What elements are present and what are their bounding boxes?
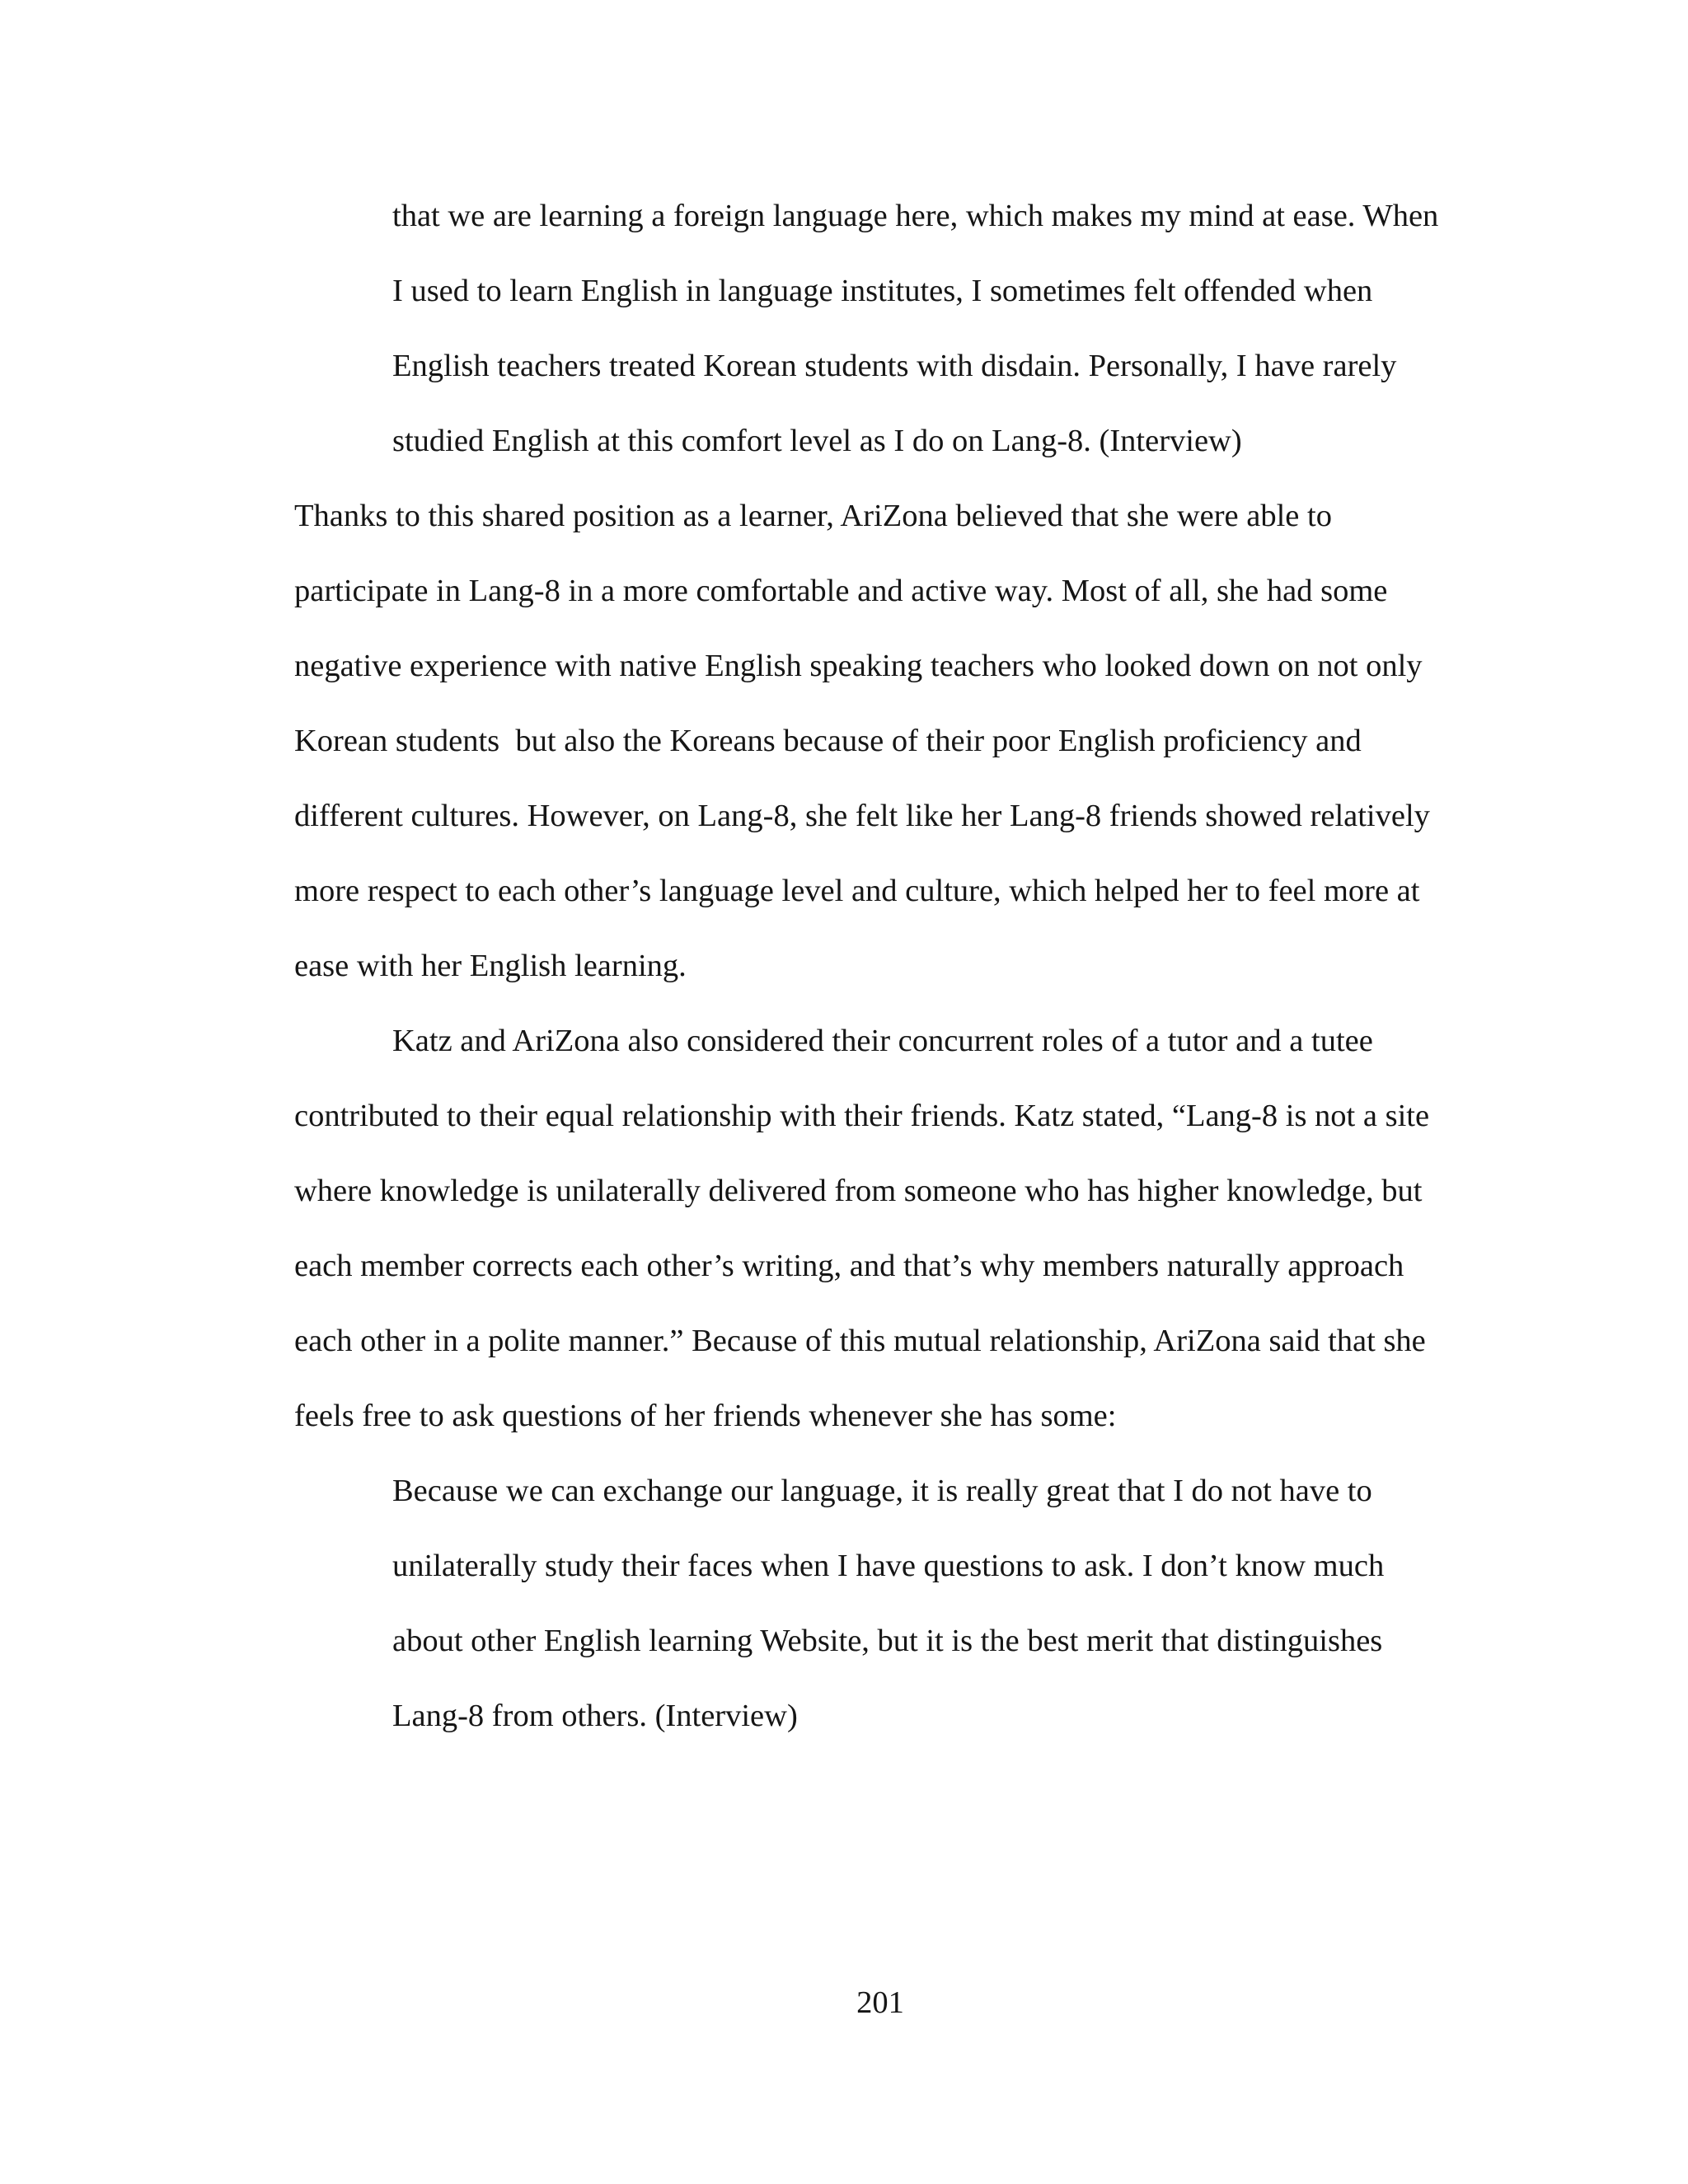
- text-line: feels free to ask questions of her friends whenever she has some:: [294, 1399, 1117, 1433]
- text-line: different cultures. However, on Lang-8, she felt like her Lang-8 friends showed relatively: [294, 799, 1430, 833]
- text-line: more respect to each other’s language level and culture, which helped her to feel more at: [294, 874, 1420, 908]
- text-line: unilaterally study their faces when I have questions to ask. I don’t know much: [392, 1549, 1385, 1583]
- text-line: I used to learn English in language institutes, I sometimes felt offended when: [392, 274, 1373, 308]
- text-line: Katz and AriZona also considered their concurrent roles of a tutor and a tutee: [392, 1024, 1373, 1058]
- text-line: negative experience with native English speaking teachers who looked down on not only: [294, 649, 1423, 683]
- text-line: ease with her English learning.: [294, 949, 687, 983]
- text-line: studied English at this comfort level as I do on Lang-8. (Interview): [392, 424, 1242, 458]
- text-line: Thanks to this shared position as a learner, AriZona believed that she were able to: [294, 499, 1332, 533]
- page-number: 201: [856, 1985, 904, 2020]
- text-line: participate in Lang-8 in a more comfortable and active way. Most of all, she had some: [294, 574, 1388, 608]
- text-line: each member corrects each other’s writing, and that’s why members naturally approach: [294, 1249, 1404, 1283]
- text-line: Lang-8 from others. (Interview): [392, 1699, 798, 1733]
- text-line: Because we can exchange our language, it is really great that I do not have to: [392, 1474, 1372, 1508]
- text-line: English teachers treated Korean students with disdain. Personally, I have rarely: [392, 349, 1397, 383]
- text-line: that we are learning a foreign language here, which makes my mind at ease. When: [392, 199, 1439, 233]
- text-line: each other in a polite manner.” Because of this mutual relationship, AriZona said that she: [294, 1324, 1426, 1358]
- text-line: where knowledge is unilaterally delivered from someone who has higher knowledge, but: [294, 1174, 1423, 1208]
- text-line: Korean students but also the Koreans because of their poor English proficiency and: [294, 724, 1362, 758]
- text-line: about other English learning Website, but it is the best merit that distinguishes: [392, 1624, 1383, 1658]
- text-line: contributed to their equal relationship with their friends. Katz stated, “Lang-8 is not a site: [294, 1099, 1430, 1133]
